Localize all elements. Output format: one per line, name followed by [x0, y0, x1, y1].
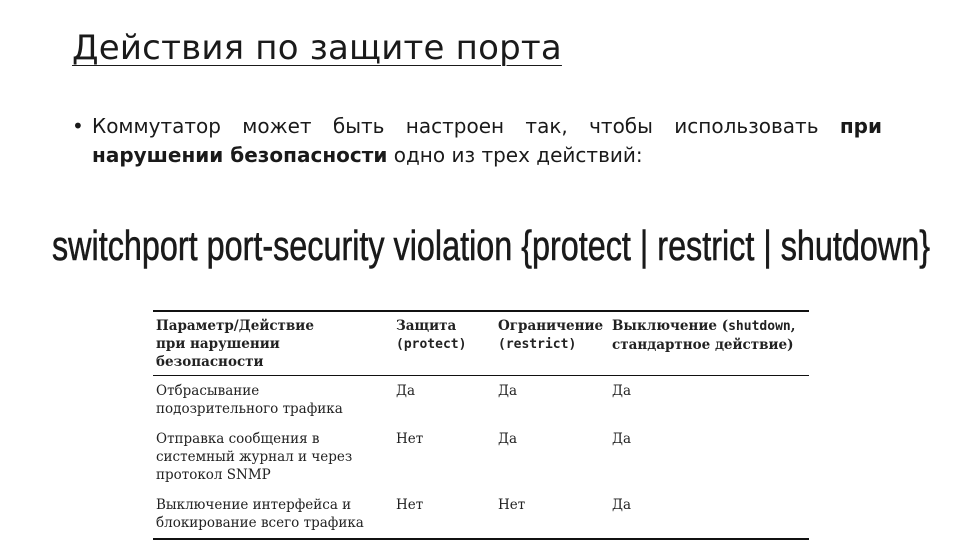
protect-value: Нет — [396, 497, 424, 513]
header-protect: Защита (protect) — [396, 318, 467, 352]
shutdown-value: Да — [612, 497, 632, 513]
table-header-row — [153, 311, 809, 376]
row-parameter-cell: Выключение интерфейса и блокирование всего трафика — [156, 497, 364, 531]
command-syntax-image — [52, 220, 932, 272]
row-parameter-cell: Отправка сообщения в системный журнал и через протокол SNMP — [156, 431, 353, 483]
bullet-dot: • — [72, 114, 84, 138]
bullet-text — [92, 112, 882, 170]
table-row — [153, 490, 809, 539]
slide-title: Действия по защите порта — [72, 28, 562, 68]
restrict-value: Да — [498, 431, 518, 447]
restrict-value: Да — [498, 383, 518, 399]
header-parameter: Параметр/Действие при нарушении безопасности — [156, 318, 314, 370]
violation-actions-table — [153, 310, 809, 540]
header-shutdown: Выключение (shutdown, стандартное действие) — [612, 318, 796, 353]
bullet-text-bold: при нарушении безопасности — [92, 114, 882, 167]
restrict-value: Нет — [498, 497, 526, 513]
bullet-text-part2: одно из трех действий: — [387, 143, 643, 167]
protect-value: Да — [396, 383, 416, 399]
shutdown-value: Да — [612, 431, 632, 447]
row-parameter-cell: Отбрасывание подозрительного трафика — [156, 383, 343, 417]
bullet-text-part1: Коммутатор может быть настроен так, чтобы использовать — [92, 114, 840, 138]
shutdown-value: Да — [612, 383, 632, 399]
protect-value: Нет — [396, 431, 424, 447]
bullet-item — [72, 112, 882, 170]
header-restrict: Ограничение (restrict) — [498, 318, 604, 352]
table-row — [153, 376, 809, 425]
command-syntax-text: switchport port-security violation {protect | restrict | shutdown} — [52, 222, 930, 269]
table-row — [153, 424, 809, 490]
